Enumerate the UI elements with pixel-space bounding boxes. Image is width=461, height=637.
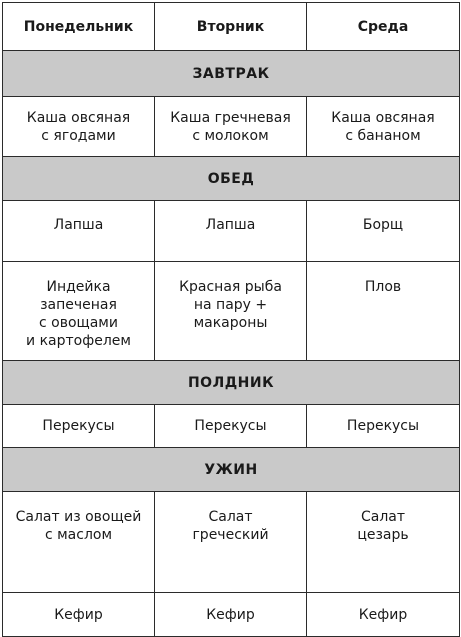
meal-text: Борщ <box>362 217 404 233</box>
meal-text: Перекусы <box>194 418 267 434</box>
meal-cell <box>3 593 155 637</box>
meal-plan-table <box>2 2 460 637</box>
meal-cell <box>307 492 460 593</box>
meal-cell <box>155 492 307 593</box>
meal-cell <box>3 201 155 262</box>
meal-cell <box>155 262 307 361</box>
meal-cell <box>307 201 460 262</box>
meal-text: Кефир <box>358 606 408 623</box>
table-row <box>3 492 460 593</box>
section-row-lunch <box>3 157 460 201</box>
meal-text: Лапша <box>53 217 104 233</box>
meal-cell <box>307 262 460 361</box>
days-header-row <box>3 3 460 51</box>
meal-text: Кефир <box>54 606 103 623</box>
meal-text: Салат греческий <box>192 509 269 543</box>
meal-text: Перекусы <box>346 418 420 434</box>
meal-cell <box>307 97 460 157</box>
meal-text: Каша гречневая с молоком <box>170 109 291 144</box>
meal-cell <box>155 201 307 262</box>
meal-text: Лапша <box>205 217 256 233</box>
meal-text: Перекусы <box>42 418 115 434</box>
table-row <box>3 97 460 157</box>
meal-text: Кефир <box>206 606 255 623</box>
section-title-breakfast: ЗАВТРАК <box>3 51 460 97</box>
meal-cell <box>3 492 155 593</box>
section-title-dinner: УЖИН <box>3 448 460 492</box>
day-header-tuesday: Вторник <box>155 3 307 51</box>
meal-text: Плов <box>364 279 402 295</box>
meal-cell <box>155 593 307 637</box>
section-title-lunch: ОБЕД <box>3 157 460 201</box>
meal-cell <box>307 405 460 448</box>
meal-cell <box>307 593 460 637</box>
table-row <box>3 593 460 637</box>
meal-cell <box>155 97 307 157</box>
day-header-monday: Понедельник <box>3 3 155 51</box>
meal-text: Каша овсяная с бананом <box>331 109 435 144</box>
meal-text: Красная рыба на пару + макароны <box>179 279 282 331</box>
meal-text: Салат цезарь <box>357 509 409 543</box>
meal-cell <box>3 262 155 361</box>
meal-text: Салат из овощей с маслом <box>15 509 142 543</box>
meal-cell <box>3 405 155 448</box>
meal-text: Каша овсяная с ягодами <box>26 109 131 144</box>
section-row-snack <box>3 361 460 405</box>
table-row <box>3 262 460 361</box>
meal-cell <box>155 405 307 448</box>
section-row-dinner <box>3 448 460 492</box>
table-row <box>3 201 460 262</box>
meal-cell <box>3 97 155 157</box>
day-header-wednesday: Среда <box>307 3 460 51</box>
table-row <box>3 405 460 448</box>
section-row-breakfast <box>3 51 460 97</box>
section-title-snack: ПОЛДНИК <box>3 361 460 405</box>
meal-text: Индейка запеченая с овощами и картофелем <box>26 279 131 349</box>
